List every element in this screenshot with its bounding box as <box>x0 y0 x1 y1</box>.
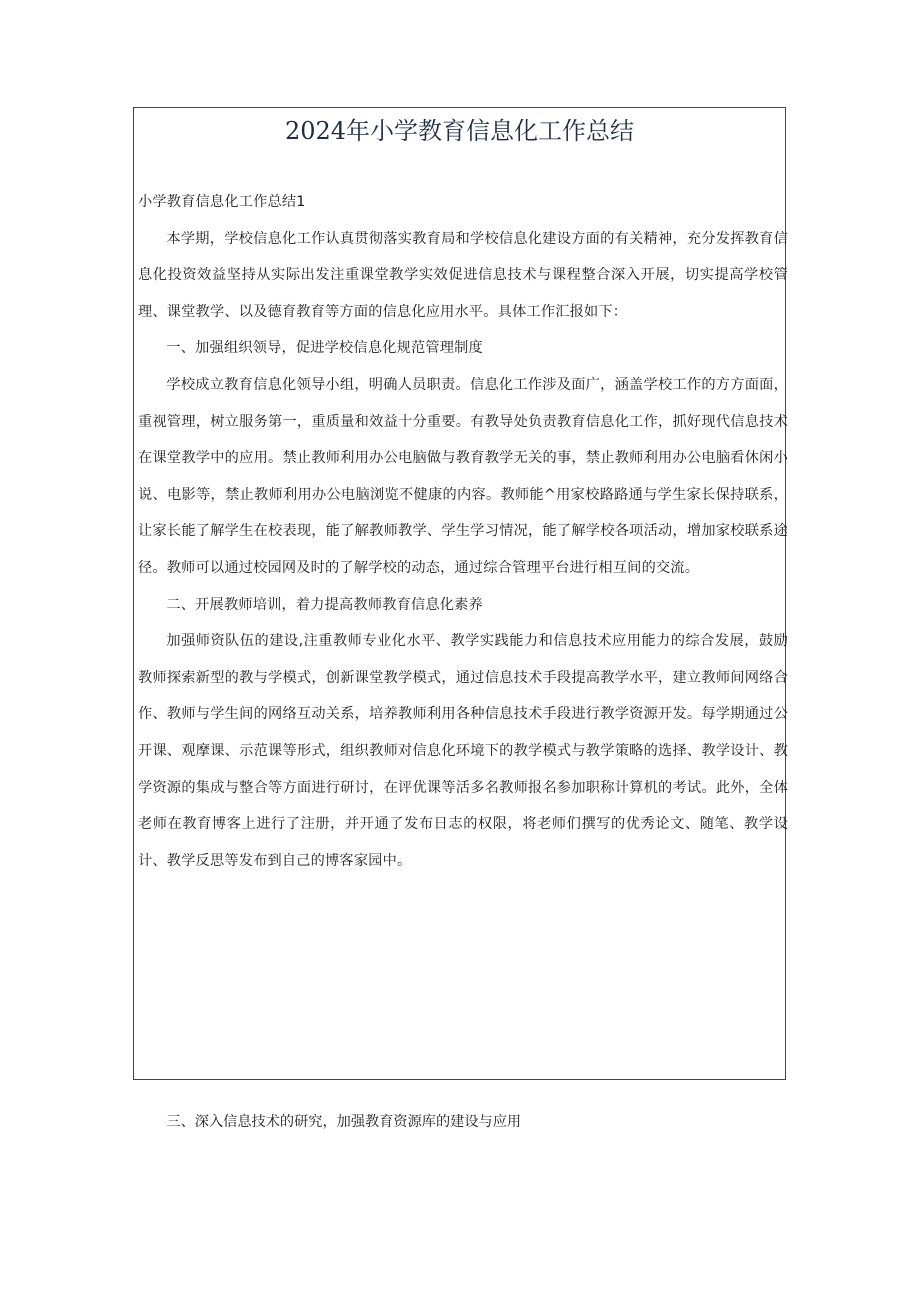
section-heading-1: 一、加强组织领导，促进学校信息化规范管理制度 <box>166 340 483 357</box>
section-subtitle: 小学教育信息化工作总结1 <box>138 194 306 210</box>
section-heading-2: 二、开展教师培训，着力提高教师教育信息化素养 <box>166 596 483 613</box>
section-2-paragraph: 加强师资队伍的建设,注重教师专业化水平、教学实践能力和信息技术应用能力的综合发展，鼓励教师探索新型的教与学模式，创新课堂教学模式，通过信息技术手段提高教学水平，建立教师间网络合作、教师与学生间的网络互动关系，培养教师利用各种信息技术手段进行教学资源开发。每学期通过公开课、观摩课、示范课等形式，组织教师对信息化环境下的教学模式与教学策略的选择、教学设计、教学资源的集成与整合等方面进行研讨，在评优课等活多名教师报名参加职称计算机的考试。此外，全体老师在教育博客上进行了注册，并开通了发布日志的权限，将老师们撰写的优秀论文、随笔、教学设计、教学反思等发布到自己的博客家园中。 <box>138 633 788 869</box>
document-body <box>138 184 788 879</box>
document-title: 2024年小学教育信息化工作总结 <box>284 117 635 145</box>
intro-paragraph: 本学期，学校信息化工作认真贯彻落实教育局和学校信息化建设方面的有关精神，充分发挥教育信息化投资效益坚持从实际出发注重课堂教学实效促进信息技术与课程整合深入开展，切实提高学校管理、课堂教学、以及德育教育等方面的信息化应用水平。具体工作汇报如下： <box>138 230 788 320</box>
section-heading-3: 三、深入信息技术的研究，加强教育资源库的建设与应用 <box>166 1114 522 1130</box>
section-1-paragraph: 学校成立教育信息化领导小组，明确人员职责。信息化工作涉及面广，涵盖学校工作的方方面面，重视管理，树立服务第一，重质量和效益十分重要。有教导处负责教育信息化工作，抓好现代信息技术在课堂教学中的应用。禁止教师利用办公电脑做与教育教学无关的事，禁止教师利用办公电脑看休闲小说、电影等，禁止教师利用办公电脑浏览不健康的内容。教师能^用家校路路通与学生家长保持联系，让家长能了解学生在校表现，能了解教师教学、学生学习情况，能了解学校各项活动，增加家校联系途径。教师可以通过校园网及时的了解学校的动态，通过综合管理平台进行相互间的交流。 <box>138 376 788 576</box>
